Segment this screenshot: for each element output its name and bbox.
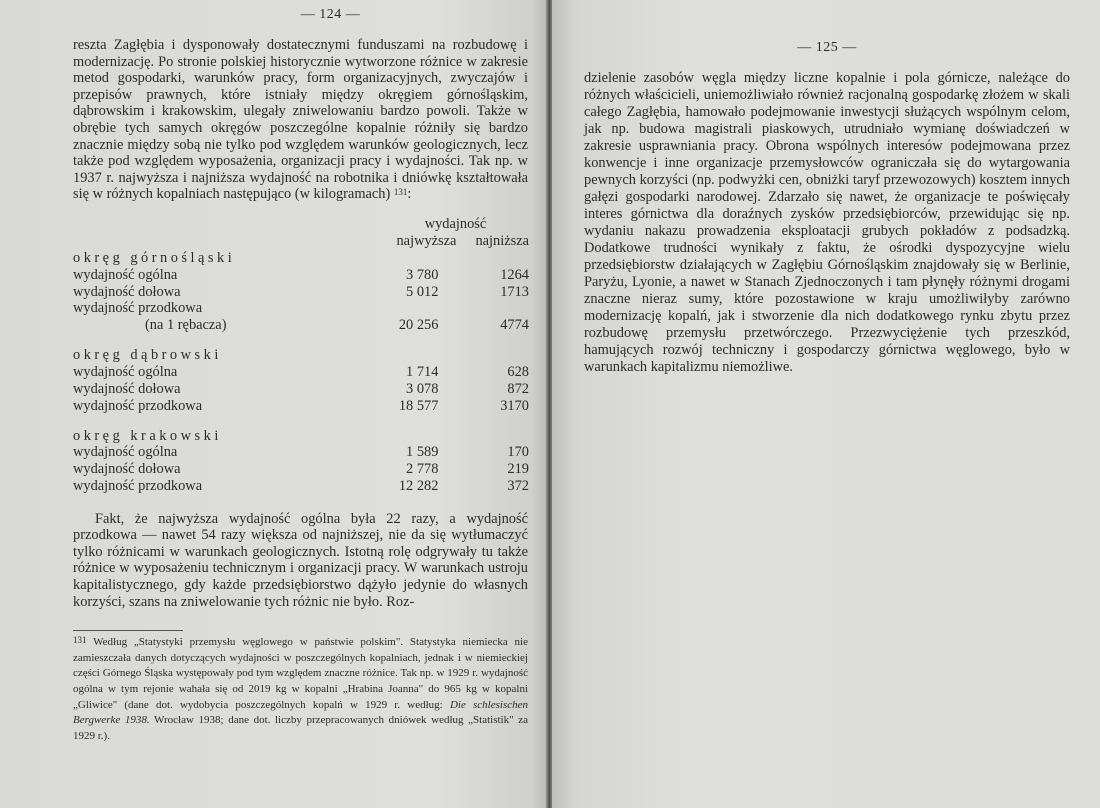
table-column-header-row [73, 233, 529, 250]
row-label: wydajność dołowa [73, 380, 181, 397]
row-label: wydajność przodkowa [73, 300, 203, 317]
footnote-rule [73, 630, 183, 631]
value-max: 2 778 [406, 461, 439, 478]
col-header-max: najwyższa [396, 232, 457, 249]
body-paragraph-1 [73, 37, 528, 203]
value-max: 18 577 [398, 397, 439, 414]
row-label: (na 1 rębacza) [145, 317, 227, 334]
right-page-text: dzielenie zasobów węgla między liczne kopalnie i pola górnicze, należące do różnych właścicieli, uniemożliwiało również racjonalną gospodarkę złożem w skali całego Zagłębia, hamowało podejmowanie inwestycji służących wspólnym celom, jak np. budowa magistrali piaskowych, utrudniało wymianę doświadczeń w zakresie usprawniania pracy. Obrona wspólnych interesów podejmowana przez konwencje i inne organizacje przemysłowców ograniczała się do wytargowania pewnych korzyści (np. podwyżki cen, obniżki taryf przewozowych) kosztem innych gałęzi gospodarki narodowej. Zdarzało się nawet, że organizacje te poświęcały interes górnictwa dla doraźnych zysków przedsiębiorców, przewidując się np. wydaniu nakazu prowadzenia eksploatacji grubych pokładów z podsadzką. Dodatkowe trudności wynikały z faktu, że ośrodki dyspozycyjne wielu przedsiębiorstw działających w Zagłębiu Górnośląskim znajdowały się w Berlinie, Paryżu, Lyonie, a nawet w Stanach Zjednoczonych i tam płynęły różnymi drogami znaczne nieraz sumy, które pozostawione w kraju umożliwiłyby zarówno modernizację kopalń, jak i stworzenie dla nich dodatkowego rynku zbytu przez rozbudowę przemysłu przetwórczego. Przezwyciężenie tych przeszkód, hamujących rozwój techniczny i gospodarczy górnictwa węglowego, było w warunkach kapitalizmu niemożliwe. [584, 70, 1070, 375]
value-min: 1713 [500, 283, 529, 300]
table-row [73, 364, 529, 381]
table-row [73, 267, 529, 284]
productivity-table [73, 216, 529, 495]
district-header-row [73, 250, 529, 267]
district-name: okręg dąbrowski [73, 347, 222, 364]
value-min: 628 [507, 363, 529, 380]
value-min: 1264 [500, 266, 529, 283]
value-max: 1 714 [406, 363, 439, 380]
value-max: 12 282 [398, 477, 439, 494]
value-max: 3 078 [406, 380, 439, 397]
district-header-row [73, 414, 529, 444]
value-max: 3 780 [406, 266, 439, 283]
row-label: wydajność ogólna [73, 363, 178, 380]
value-min [456, 300, 529, 317]
table-row [73, 300, 529, 317]
table-row [73, 284, 529, 301]
page-number-left: — 124 — [300, 7, 361, 22]
district-name: okręg górnośląski [73, 249, 236, 266]
table-row [73, 444, 529, 461]
paragraph-1-end: : [407, 186, 412, 203]
footnote-131 [73, 635, 528, 744]
footnote-ref-131: 131 [393, 187, 408, 198]
value-min: 372 [507, 477, 529, 494]
table-row [73, 478, 529, 495]
left-page [0, 0, 548, 808]
value-max: 1 589 [406, 444, 439, 461]
value-min: 3170 [500, 397, 529, 414]
footnote-text-a: Według „Statystyki przemysłu węglowego w państwie polskim". Statystyka niemiecka nie zamieszczała danych dotyczących wydajności w poszczególnych kopalniach, jednak i w niemieckiej części Górnego Śląska występowały pod tym względem znaczne różnice. Tak np. w 1929 r. wydajność ogólna w tym rejonie wahała się od 2019 kg w kopalni „Hrabina Joanna" do 965 kg w kopalni „Gliwice" (dane dot. wydobycia poszczególnych kopalń w 1929 r. według: [73, 636, 528, 711]
row-label: wydajność ogólna [73, 266, 178, 283]
table-group-header-row [73, 216, 529, 233]
value-min: 170 [507, 444, 529, 461]
row-label: wydajność przodkowa [73, 397, 203, 414]
table-row [73, 317, 529, 334]
body-paragraph-2: Fakt, że najwyższa wydajność ogólna była 22 razy, a wydajność przodkowa — nawet 54 razy większa od najniższej, nie da się wytłumaczyć tylko różnicami w warunkach geologicznych. Istotną rolę odgrywały tu także różnice w wyposażeniu technicznym i organizacji pracy. W warunkach ustroju kapitalistycznego, gdy każde przedsiębiorstwo dążyło jedynie do własnych korzyści, szans na zniwelowanie tych różnic nie było. Roz- [73, 510, 528, 610]
row-label: wydajność przodkowa [73, 477, 203, 494]
row-label: wydajność dołowa [73, 283, 181, 300]
table-row [73, 398, 529, 415]
footnote-number: 131 [73, 635, 87, 646]
paragraph-1-text: reszta Zagłębia i dysponowały dostatecznymi funduszami na rozbudowę i modernizację. Po stronie polskiej historycznie wytworzone różnice w zakresie metod gospodarki, warunków pracy, form organizacyjnych, zwyczajów i przepisów prawnych, które istniały między okręgiem górnośląskim, dąbrowskim i krakowskim, ulegały zniwelowaniu bardzo powoli. Także w obrębie tych samych okręgów poszczególne kopalnie różniły się bardzo znacznie między sobą nie tylko pod względem warunków geologicznych, lecz także pod względem wyposażenia, organizacji pracy i wydajności. Tak np. w 1937 r. najwyższa i najniższa wydajność na robotnika i dniówkę kształtowała się w różnych kopalniach następująco (w kilogramach) [73, 37, 528, 203]
row-label: wydajność dołowa [73, 461, 181, 478]
district-name: okręg krakowski [73, 427, 222, 444]
row-label: wydajność ogólna [73, 444, 178, 461]
right-page [552, 0, 1100, 808]
footnote-italic-title: Die schlesischen Bergwerke 1938. [73, 698, 528, 727]
value-max [362, 300, 456, 317]
footnote-text-b: Wrocław 1938; dane dot. liczby przepracowanych dniówek według „Statistik" za 1929 r.). [73, 714, 528, 742]
value-min: 219 [507, 461, 529, 478]
value-min: 872 [507, 380, 529, 397]
table-row [73, 461, 529, 478]
table-row [73, 381, 529, 398]
col-header-min: najniższa [475, 232, 529, 249]
value-max: 20 256 [398, 317, 439, 334]
value-max: 5 012 [406, 283, 439, 300]
table-group-header: wydajność [424, 215, 487, 232]
district-header-row [73, 334, 529, 364]
page-number-right: — 125 — [797, 40, 857, 55]
value-min: 4774 [500, 317, 529, 334]
